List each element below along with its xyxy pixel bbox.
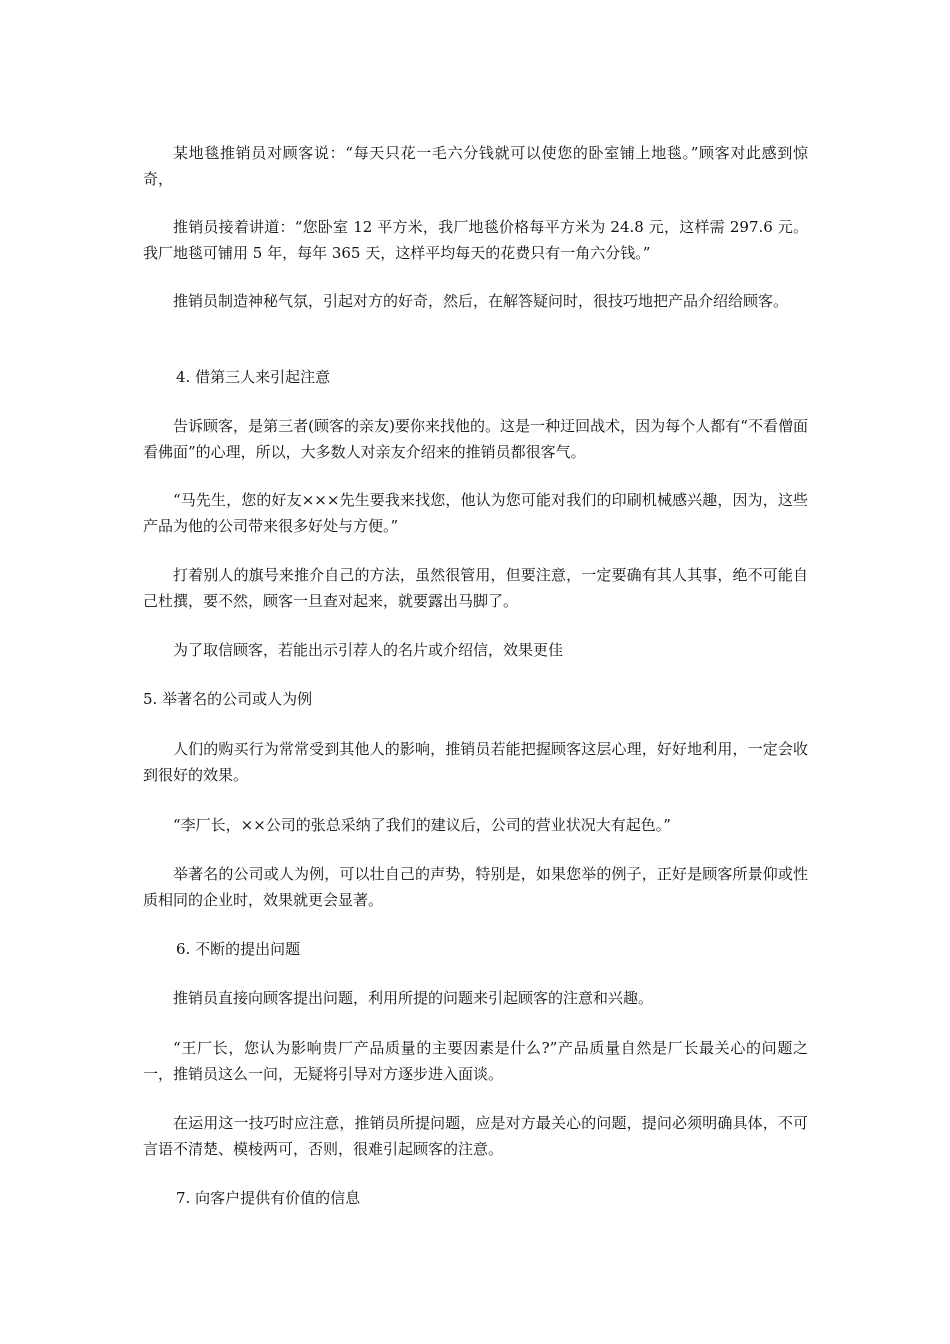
paragraph-third-party-caution: 打着别人的旗号来推介自己的方法，虽然很管用，但要注意，一定要确有其人其事，绝不可能自己杜撰，要不然，顾客一旦查对起来，就要露出马脚了。 <box>143 566 808 610</box>
paragraph-question-caution: 在运用这一技巧时应注意，推销员所提问题，应是对方最关心的问题，提问必须明确具体，不可言语不清楚、模棱两可，否则，很难引起顾客的注意。 <box>143 1114 808 1158</box>
paragraph-referral-card: 为了取信顾客，若能出示引荐人的名片或介绍信，效果更佳 <box>173 641 564 659</box>
heading-section-7: 7. 向客户提供有价值的信息 <box>176 1189 361 1207</box>
paragraph-mystery-summary: 推销员制造神秘气氛，引起对方的好奇，然后，在解答疑问时，很技巧地把产品介绍给顾客。 <box>173 292 789 310</box>
paragraph-influence: 人们的购买行为常常受到其他人的影响，推销员若能把握顾客这层心理，好好地利用，一定会收到很好的效果。 <box>143 740 808 784</box>
heading-section-6: 6. 不断的提出问题 <box>176 940 301 958</box>
paragraph-mr-ma-quote: “马先生，您的好友×××先生要我来找您，他认为您可能对我们的印刷机械感兴趣，因为，这些产品为他的公司带来很多好处与方便。” <box>143 491 808 535</box>
paragraph-carpet-calculation: 推销员接着讲道：“您卧室 12 平方米，我厂地毯价格每平方米为 24.8 元，这样需 297.6 元。我厂地毯可铺用 5 年，每年 365 天，这样平均每天的花费只有一角六分钱。” <box>143 218 808 262</box>
heading-section-4: 4. 借第三人来引起注意 <box>176 368 331 386</box>
heading-section-5: 5. 举著名的公司或人为例 <box>143 690 313 708</box>
paragraph-director-li-quote: “李厂长，××公司的张总采纳了我们的建议后，公司的营业状况大有起色。” <box>173 816 671 834</box>
paragraph-director-wang-quote: “王厂长，您认为影响贵厂产品质量的主要因素是什么?”产品质量自然是厂长最关心的问题之一，推销员这么一问，无疑将引导对方逐步进入面谈。 <box>143 1039 808 1083</box>
paragraph-third-party: 告诉顾客，是第三者(顾客的亲友)要你来找他的。这是一种迂回战术，因为每个人都有“不看僧面看佛面”的心理，所以，大多数人对亲友介绍来的推销员都很客气。 <box>143 417 808 461</box>
paragraph-carpet-example: 某地毯推销员对顾客说：“每天只花一毛六分钱就可以使您的卧室铺上地毯。”顾客对此感到惊奇， <box>143 144 808 188</box>
paragraph-ask-questions: 推销员直接向顾客提出问题，利用所提的问题来引起顾客的注意和兴趣。 <box>173 989 654 1007</box>
paragraph-famous-example: 举著名的公司或人为例，可以壮自己的声势，特别是，如果您举的例子，正好是顾客所景仰或性质相同的企业时，效果就更会显著。 <box>143 865 808 909</box>
